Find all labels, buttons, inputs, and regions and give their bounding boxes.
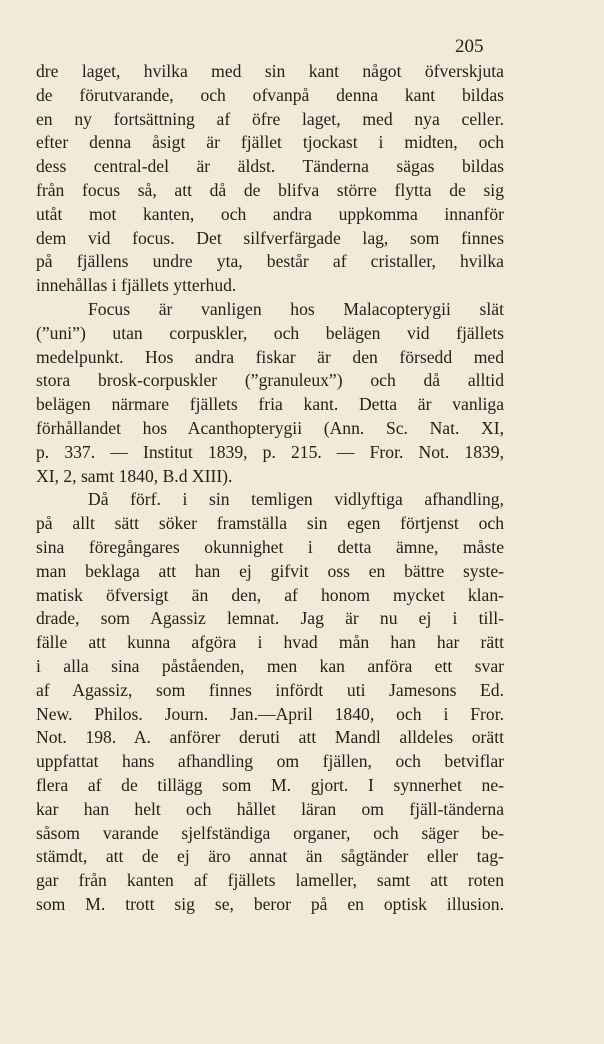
text-line: som M. trott sig se, beror på en optisk illusion. (36, 893, 504, 914)
text-line: drade, som Agassiz lemnat. Jag är nu ej i till- (36, 608, 504, 629)
text-line: medelpunkt. Hos andra fiskar är den försedd med (36, 346, 504, 367)
text-line: (”uni”) utan corpuskler, och belägen vid fjällets (36, 322, 504, 343)
text-line: sina föregångares okunnighet i detta ämne, måste (36, 536, 504, 557)
text-line: dre laget, hvilka med sin kant något öfverskjuta (36, 61, 504, 81)
text-line: efter denna åsigt är fjället tjockast i midten, och (36, 132, 504, 153)
text-line: i alla sina påståenden, men kan anföra ett svar (36, 655, 504, 676)
page-body-text (36, 60, 504, 917)
text-line: Focus är vanligen hos Malacopterygii slät (88, 298, 504, 319)
text-line: dess central-del är äldst. Tänderna sägas bildas (36, 156, 504, 177)
text-line: matisk öfversigt än den, af honom mycket klan- (36, 584, 504, 605)
text-line: från focus så, att då de blifva större flytta de sig (36, 179, 504, 200)
text-line: XI, 2, samt 1840, B.d XIII). (36, 465, 233, 486)
text-line: dem vid focus. Det silfverfärgade lag, som finnes (36, 227, 504, 248)
text-line: de förutvarande, och ofvanpå denna kant bildas (36, 84, 504, 105)
text-line: på allt sätt söker framställa sin egen förtjenst och (36, 513, 504, 534)
text-line: stora brosk-corpuskler (”granuleux”) och då alltid (36, 370, 504, 391)
text-line: utåt mot kanten, och andra uppkomma innanför (36, 203, 504, 224)
text-line: man beklaga att han ej gifvit oss en bättre syste- (36, 560, 504, 581)
text-line: Not. 198. A. anförer deruti att Mandl alldeles orätt (36, 727, 504, 748)
text-line: New. Philos. Journ. Jan.—April 1840, och i Fror. (36, 703, 504, 724)
text-line: Då förf. i sin temligen vidlyftiga afhandling, (88, 489, 504, 510)
text-line: förhållandet hos Acanthopterygii (Ann. Sc. Nat. XI, (36, 417, 504, 438)
page-number: 205 (455, 36, 484, 57)
text-line: uppfattat hans afhandling om fjällen, och betviflar (36, 751, 504, 772)
text-line: på fjällens undre yta, består af cristaller, hvilka (36, 251, 504, 272)
text-line: fälle att kunna afgöra i hvad mån han har rätt (36, 632, 504, 653)
text-line: flera af de tillägg som M. gjort. I synnerhet ne- (36, 774, 504, 795)
text-line: kar han helt och hållet läran om fjäll-tänderna (36, 798, 504, 819)
text-line: gar från kanten af fjällets lameller, samt att roten (36, 870, 504, 891)
text-line: stämdt, att de ej äro annat än sågtänder eller tag- (36, 846, 504, 867)
text-line: p. 337. — Institut 1839, p. 215. — Fror. Not. 1839, (36, 441, 504, 462)
text-line: af Agassiz, som finnes infördt uti Jamesons Ed. (36, 679, 504, 700)
text-line: såsom varande sjelfständiga organer, och säger be- (36, 822, 504, 843)
text-line: belägen närmare fjällets fria kant. Detta är vanliga (36, 394, 504, 415)
text-line: innehållas i fjällets ytterhud. (36, 275, 237, 296)
text-line: en ny fortsättning af öfre laget, med nya celler. (36, 108, 504, 129)
